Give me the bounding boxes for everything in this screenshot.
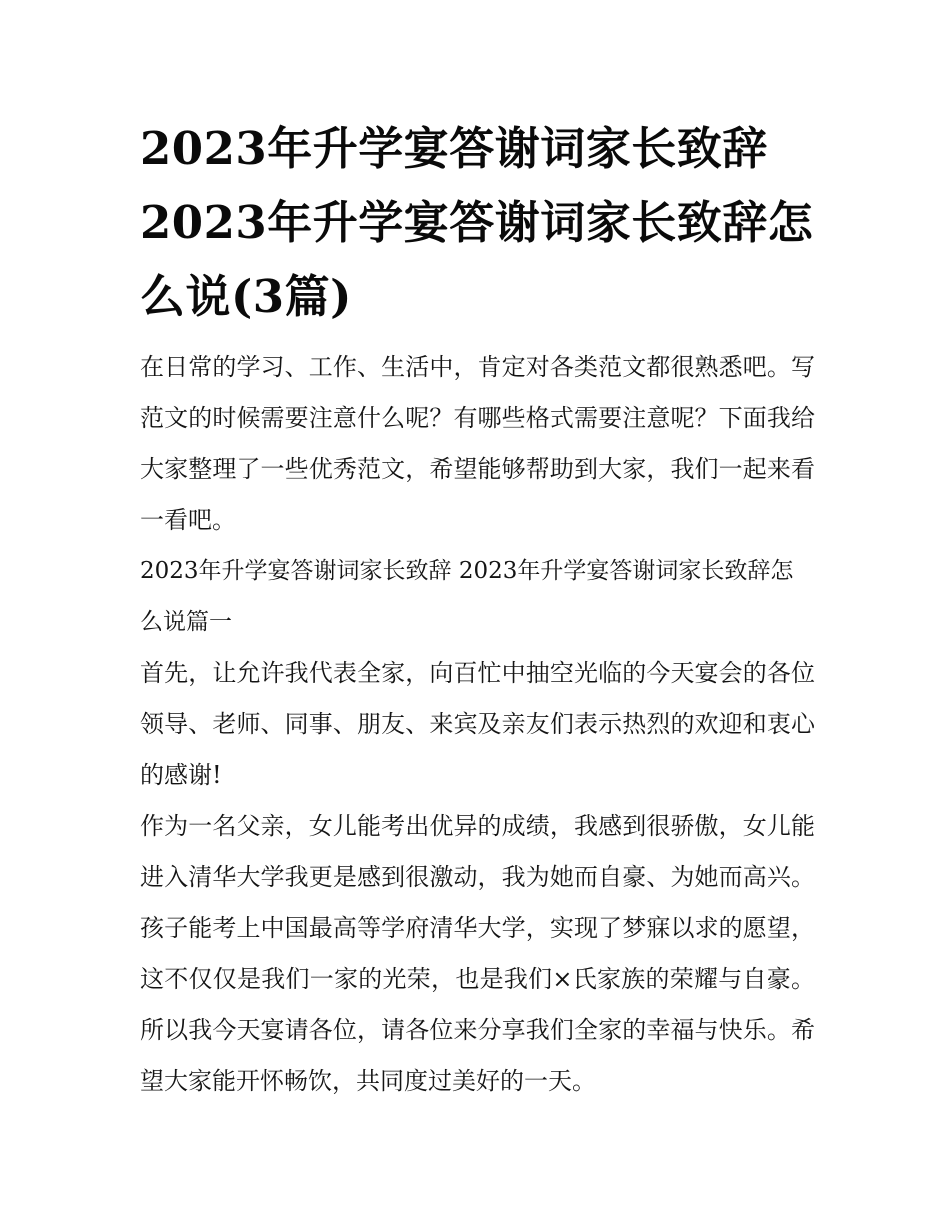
- body-paragraph-1: 首先，让允许我代表全家，向百忙中抽空光临的今天宴会的各位领导、老师、同事、朋友、来宾及亲友们表示热烈的欢迎和衷心的感谢!: [140, 659, 815, 789]
- body-paragraph-2: 作为一名父亲，女儿能考出优异的成绩，我感到很骄傲，女儿能进入清华大学我更是感到很激动，我为她而自豪、为她而高兴。孩子能考上中国最高等学府清华大学，实现了梦寐以求的愿望，这不仅仅是我们一家的光荣，也是我们×氏家族的荣耀与自豪。所以我今天宴请各位，请各位来分享我们全家的幸福与快乐。希望大家能开怀畅饮，共同度过美好的一天。: [140, 812, 815, 1095]
- intro-paragraph: 在日常的学习、工作、生活中，肯定对各类范文都很熟悉吧。写范文的时候需要注意什么呢？有哪些格式需要注意呢？下面我给大家整理了一些优秀范文，希望能够帮助到大家，我们一起来看一看吧。: [140, 353, 815, 534]
- section-heading: 2023年升学宴答谢词家长致辞 2023年升学宴答谢词家长致辞怎么说篇一: [140, 558, 794, 635]
- title-spacer: [140, 334, 815, 342]
- document-body: [140, 112, 815, 1107]
- document-title: 2023年升学宴答谢词家长致辞 2023年升学宴答谢词家长致辞怎么说(3篇): [140, 122, 814, 323]
